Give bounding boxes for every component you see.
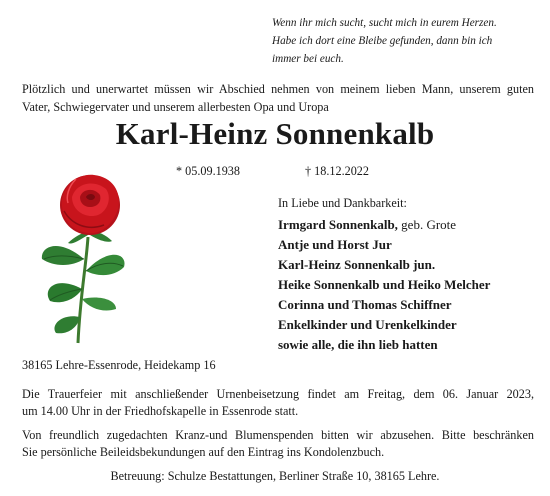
mourner-entry — [278, 315, 490, 335]
quote-line: immer bei euch. — [272, 53, 344, 65]
mourner-entry — [278, 215, 490, 235]
mourner-name: Karl-Heinz Sonnenkalb jun. — [278, 257, 436, 272]
mourner-entry — [278, 335, 490, 355]
mourner-name: Antje und Horst Jur — [278, 237, 392, 252]
request-line: Von freundlich zugedachten Kranz-und Blumenspenden bitten wir abzusehen. Bitte beschränken — [22, 428, 534, 442]
deceased-name: Karl-Heinz Sonnenkalb — [115, 116, 435, 151]
mourner-entry — [278, 275, 490, 295]
mourner-name: Irmgard Sonnenkalb, — [278, 217, 398, 232]
mourner-name: Corinna und Thomas Schiffner — [278, 297, 452, 312]
ceremony-info — [22, 386, 534, 420]
ceremony-line: Die Trauerfeier mit anschließender Urnenbeisetzung findet am Freitag, dem 06. Januar 2023, — [22, 387, 534, 401]
mourner-name: sowie alle, die ihn lieb hatten — [278, 337, 438, 352]
request-line: Sie persönliche Beileidsbekundungen auf den Eintrag ins Kondolenzbuch. — [22, 445, 385, 459]
family-address: 38165 Lehre-Essenrode, Heidekamp 16 — [22, 358, 216, 372]
death-date: † 18.12.2022 — [305, 164, 369, 178]
mourner-entry — [278, 235, 490, 255]
mourner-entry — [278, 295, 490, 315]
flower-request — [22, 427, 534, 461]
rose-icon — [28, 167, 158, 345]
mourner-entry — [278, 255, 490, 275]
mourners-list — [278, 215, 490, 355]
quote-line: Habe ich dort eine Bleibe gefunden, dann bin ich — [272, 35, 493, 47]
intro-line: Vater, Schwiegervater und unserem allerbesten Opa und Uropa — [22, 100, 329, 114]
funeral-home-credit: Betreuung: Schulze Bestattungen, Berliner Straße 10, 38165 Lehre. — [110, 469, 440, 483]
mourner-suffix: geb. Grote — [397, 217, 457, 232]
ceremony-line: um 14.00 Uhr in der Friedhofskapelle in Essenrode statt. — [22, 404, 299, 418]
poem-quote — [272, 14, 542, 68]
mourner-name: Heike Sonnenkalb und Heiko Melcher — [278, 277, 491, 292]
thanks-line: In Liebe und Dankbarkeit: — [278, 196, 407, 210]
birth-date: * 05.09.1938 — [176, 164, 240, 178]
announcement-intro — [22, 80, 534, 116]
mourner-name: Enkelkinder und Urenkelkinder — [278, 317, 457, 332]
quote-line: Wenn ihr mich sucht, sucht mich in eurem Herzen. — [272, 17, 497, 29]
intro-line: Plötzlich und unerwartet müssen wir Abschied nehmen von meinem lieben Mann, unserem guten — [22, 82, 534, 96]
